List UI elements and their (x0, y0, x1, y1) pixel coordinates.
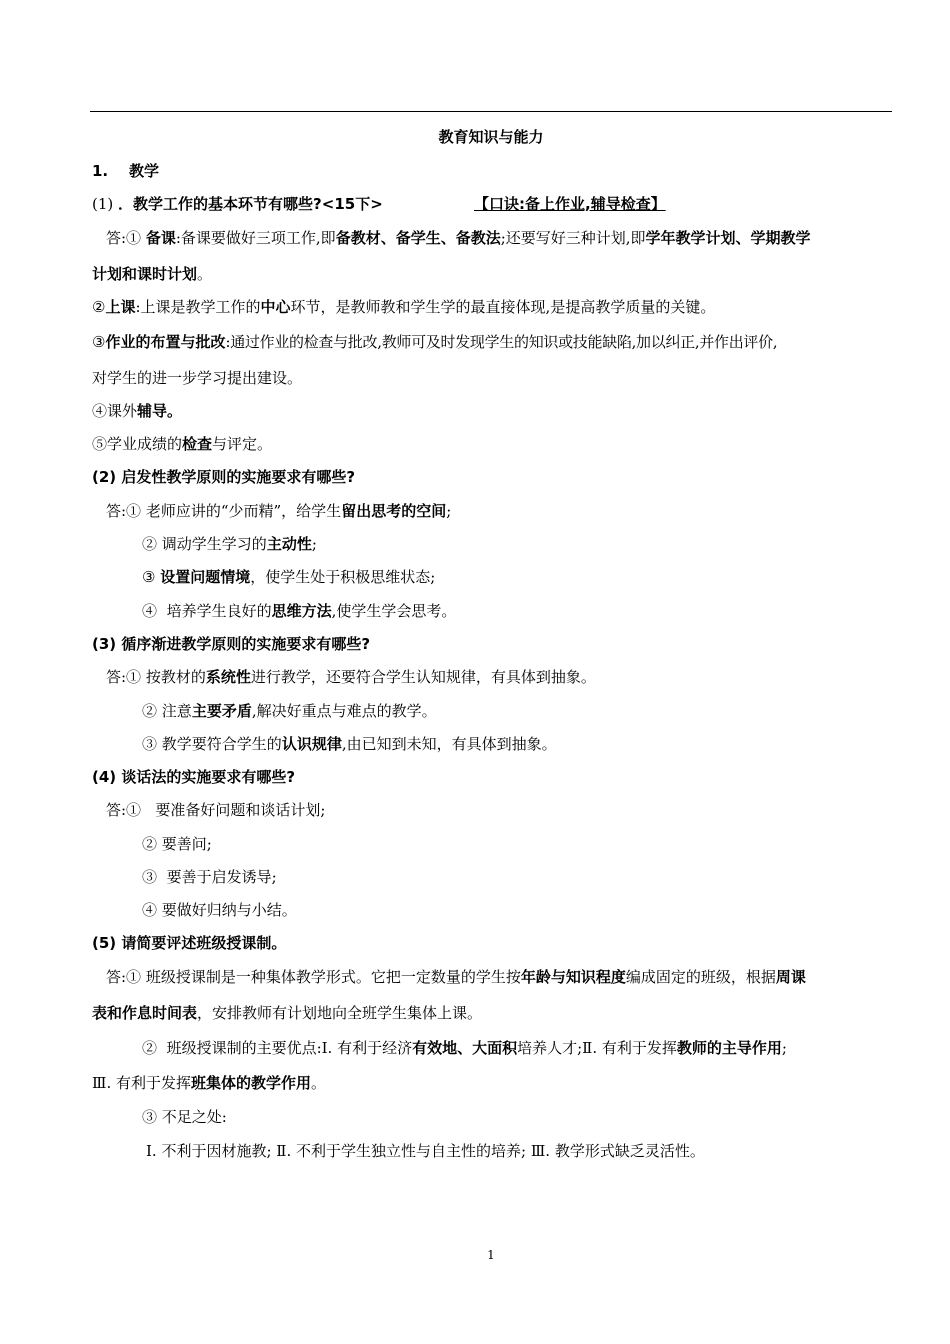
keyword: 教师的主导作用 (676, 1039, 782, 1057)
keyword: 表和作息时间表 (92, 1004, 198, 1022)
keyword: 计划和课时计划 (92, 265, 198, 283)
answer-text: ，使学生处于积极思维状态; (250, 568, 436, 586)
answer-text: 环节，是教师教和学生学的最直接体现,是提高教学质量的关键。 (290, 298, 716, 316)
q5-heading: (5) 请简要评述班级授课制。 (92, 934, 287, 952)
q3-answer-2 (142, 700, 437, 722)
answer-text: ,解决好重点与难点的教学。 (251, 702, 437, 720)
q5-answer-3 (142, 1106, 227, 1128)
keyword: 主要矛盾 (191, 702, 252, 720)
answer-text: ; (311, 535, 317, 553)
answer-text: 调动学生学习的 (161, 535, 267, 553)
item-number: ③ (92, 333, 106, 351)
answer-text: 。 (197, 265, 213, 283)
keyword: 系统性 (205, 668, 251, 686)
q2-answer-4 (142, 600, 456, 622)
q4-answer-3 (142, 866, 277, 888)
answer-text: 与评定。 (212, 435, 273, 453)
answer-prefix: 答:① (106, 229, 142, 247)
keyword: 检查 (182, 435, 213, 453)
answer-prefix: 答:① (106, 968, 142, 986)
section-number: 1. (92, 162, 109, 180)
item-number: ③ (142, 735, 158, 753)
page-title: 教育知识与能力 (438, 128, 544, 146)
q1-heading (92, 193, 383, 215)
q1-answer-2 (92, 296, 715, 318)
keyword: 有效地、大面积 (412, 1039, 518, 1057)
answer-text: :通过作业的检查与批改,教师可及时发现学生的知识或技能缺陷,加以纠正,并作出评价, (225, 333, 778, 351)
answer-text: 进行教学，还要符合学生认知规律，有具体到抽象。 (250, 668, 596, 686)
q1-mnemonic: 【口诀:备上作业,辅导检查】 (474, 195, 666, 213)
answer-prefix: 答:① (106, 502, 142, 520)
q1-dot: ． (118, 195, 134, 213)
item-number: ② (142, 835, 158, 853)
keyword: 年龄与知识程度 (520, 968, 626, 986)
keyword: 思维方法 (271, 602, 332, 620)
header-rule (90, 111, 892, 112)
answer-text: 。 (311, 1074, 327, 1092)
q2-answer-3 (142, 566, 435, 588)
keyword: 辅导。 (137, 402, 183, 420)
q5-answer-1 (106, 966, 806, 988)
answer-text: 按教材的 (145, 668, 206, 686)
q1-answer-5 (92, 433, 272, 455)
keyword: 上课 (105, 298, 136, 316)
keyword: 设置问题情境 (160, 568, 251, 586)
q1-number: (1) (92, 195, 114, 213)
answer-text: 班级授课制的主要优点:Ⅰ. 有利于经济 (166, 1039, 413, 1057)
answer-text: ; (446, 502, 452, 520)
item-number: ③ (142, 868, 158, 886)
answer-text: ,由已知到未知，有具体到抽象。 (341, 735, 557, 753)
answer-text: 注意 (161, 702, 192, 720)
answer-text: Ⅲ. 有利于发挥 (92, 1074, 192, 1092)
q1-text: 教学工作的基本环节有哪些?<15下> (133, 195, 383, 213)
item-number: ④ (142, 901, 158, 919)
answer-text: 学业成绩的 (107, 435, 183, 453)
keyword: 备教材、备学生、备教法 (335, 229, 501, 247)
q5-answer-1-cont (92, 1002, 482, 1024)
answer-prefix: 答:① (106, 801, 142, 819)
item-number: ② (142, 702, 158, 720)
item-number: ④ (92, 402, 108, 420)
answer-text: 老师应讲的“少而精”，给学生 (145, 502, 342, 520)
answer-text: 课外 (107, 402, 138, 420)
q3-answer-3 (142, 733, 557, 755)
q1-answer-4 (92, 400, 182, 422)
q5-answer-4: Ⅰ. 不利于因材施教; Ⅱ. 不利于学生独立性与自主性的培养; Ⅲ. 教学形式缺乏灵活性。 (146, 1142, 705, 1160)
item-number: ② (92, 298, 106, 316)
answer-text: 教学要符合学生的 (161, 735, 282, 753)
answer-text: ,使学生学会思考。 (331, 602, 457, 620)
q4-heading: (4) 谈话法的实施要求有哪些? (92, 768, 296, 786)
page-number: 1 (487, 1248, 495, 1262)
q4-answer-1 (106, 799, 325, 821)
q1-answer-1-cont (92, 263, 212, 285)
q3-answer-1 (106, 666, 596, 688)
q5-answer-2-cont (92, 1072, 326, 1094)
answer-text: 要善问; (161, 835, 212, 853)
q2-answer-2 (142, 533, 317, 555)
q5-answer-2 (142, 1037, 787, 1059)
item-number: ④ (142, 602, 158, 620)
answer-prefix: 答:① (106, 668, 142, 686)
q4-answer-2 (142, 833, 212, 855)
answer-text: 要准备好问题和谈话计划; (155, 801, 326, 819)
q1-answer-3 (92, 331, 777, 353)
keyword: 备课 (145, 229, 176, 247)
q1-answer-1 (106, 227, 811, 249)
answer-text: 要善于启发诱导; (166, 868, 277, 886)
answer-text: :备课要做好三项工作,即 (175, 229, 336, 247)
answer-text: 培养学生良好的 (166, 602, 272, 620)
item-number: ② (142, 535, 158, 553)
item-number: ⑤ (92, 435, 108, 453)
keyword: 中心 (260, 298, 291, 316)
q4-answer-4 (142, 899, 297, 921)
keyword: 班集体的教学作用 (191, 1074, 312, 1092)
item-number: ② (142, 1039, 158, 1057)
q2-answer-1 (106, 500, 451, 522)
answer-text: 要做好归纳与小结。 (161, 901, 297, 919)
q2-heading: (2) 启发性教学原则的实施要求有哪些? (92, 468, 356, 486)
q3-heading: (3) 循序渐进教学原则的实施要求有哪些? (92, 635, 371, 653)
item-number: ③ (142, 568, 156, 586)
answer-text: ;还要写好三种计划,即 (500, 229, 646, 247)
section-heading (92, 160, 159, 182)
item-number: ③ (142, 1108, 158, 1126)
answer-text: 编成固定的班级，根据 (625, 968, 776, 986)
answer-text: ; (781, 1039, 787, 1057)
keyword: 学年教学计划、学期教学 (645, 229, 811, 247)
q1-answer-3-cont: 对学生的进一步学习提出建设。 (92, 369, 303, 387)
keyword: 认识规律 (281, 735, 342, 753)
section-label: 教学 (129, 162, 160, 180)
answer-text: ，安排教师有计划地向全班学生集体上课。 (197, 1004, 483, 1022)
answer-text: 班级授课制是一种集体教学形式。它把一定数量的学生按 (145, 968, 521, 986)
answer-text: :上课是教学工作的 (135, 298, 261, 316)
keyword: 主动性 (266, 535, 312, 553)
answer-text: 不足之处: (161, 1108, 227, 1126)
answer-text: 培养人才;Ⅱ. 有利于发挥 (517, 1039, 677, 1057)
keyword: 作业的布置与批改 (105, 333, 226, 351)
keyword: 周课 (775, 968, 806, 986)
keyword: 留出思考的空间 (341, 502, 447, 520)
